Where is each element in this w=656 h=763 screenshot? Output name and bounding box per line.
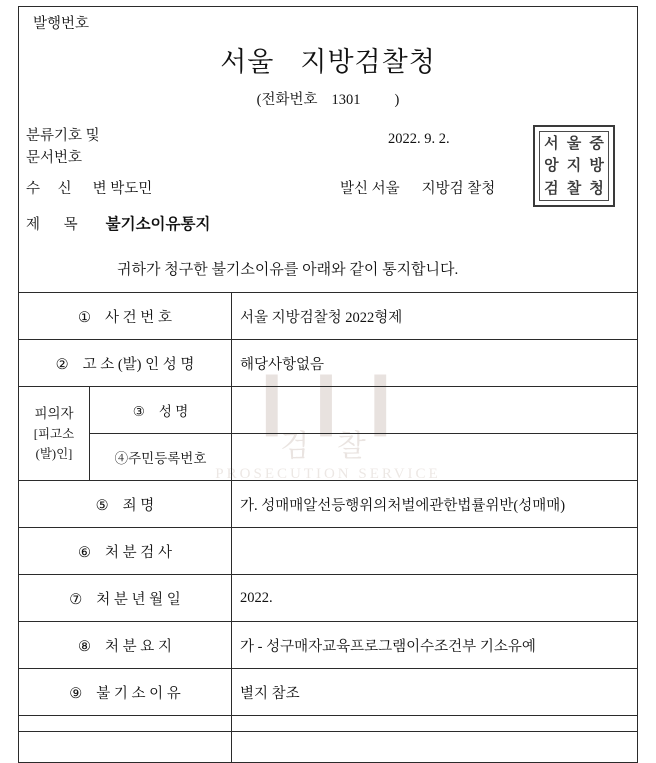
row-number: ⑧ [78,638,92,655]
sender-label: 발신 서울 [340,181,400,197]
suspect-label-alt: [피고소(발)인] [33,426,75,461]
table-row [19,434,638,481]
row-label-name [90,387,232,434]
classification-line-2: 문서번호 [26,150,83,166]
sender-value: 지방검 찰청 [421,181,496,197]
subject-label: 제 목 [26,217,88,233]
sender-row [340,177,495,198]
seal-character: 방 [589,156,604,175]
phone-label: (전화번호 [256,92,318,108]
row-value-disposition-summary: 가 - 성구매자교육프로그램이수조건부 기소유예 [232,622,638,669]
seal-character: 서 [544,133,559,152]
title-office-name: 지방검찰청 [300,47,436,77]
official-seal [533,125,615,207]
seal-character: 앙 [544,156,559,175]
watermark-emblem: ❙❙❙ [246,368,410,434]
row-value-complainant: 해당사항없음 [232,340,638,387]
row-value-prosecutor [232,528,638,575]
table-row [19,622,638,669]
table-row [19,481,638,528]
row-label-complainant [19,340,232,387]
row-label-text: 고 소 (발) 인 성 명 [82,356,195,373]
row-label-reason [19,669,232,716]
row-label-charge [19,481,232,528]
row-label-text: 처 분 요 지 [105,638,172,655]
table-row [19,293,638,340]
row-value-reason: 별지 참조 [232,669,638,716]
table-row [19,340,638,387]
notice-text: 귀하가 청구한 불기소이유를 아래와 같이 통지합니다. [117,262,459,278]
row-value-empty [232,716,638,763]
row-number: ⑦ [69,591,83,608]
row-value-disposition-date: 2022. [232,575,638,622]
row-value-name [232,387,638,434]
seal-character: 청 [589,179,604,198]
row-label-text: 불 기 소 이 유 [96,685,181,702]
row-number: ⑥ [78,544,92,561]
phone-line [0,88,656,109]
row-label-empty [19,716,232,763]
seal-character: 울 [566,133,582,152]
row-label-text: 사 건 번 호 [105,309,172,326]
subject-value: 불기소이유통지 [105,216,211,233]
table-row [19,387,638,434]
table-row [19,716,638,763]
row-label-prosecutor [19,528,232,575]
receiver-label: 수 신 [26,181,79,197]
watermark-english: PROSECUTION SERVICE [215,466,441,482]
row-number: ⑤ [95,497,109,514]
row-value-case-number: 서울 지방검찰청 2022형제 [232,293,638,340]
seal-character: 중 [589,133,604,152]
document-date: 2022. 9. 2. [388,131,450,147]
row-number: ⑨ [69,685,83,702]
row-number: ③ [132,404,145,419]
row-label-text: 주민등록번호 [128,451,207,466]
row-label-disposition-date [19,575,232,622]
issue-number-label: 발행번호 [33,16,90,32]
row-label-text: 처 분 년 월 일 [96,591,181,608]
row-value-resident-id [232,434,638,481]
subject-row [26,212,210,234]
row-label-resident-id [90,434,232,481]
disposition-table [18,292,638,763]
row-label-suspect [19,387,90,481]
receiver-value: 변 박도민 [92,181,153,197]
phone-number: 1301 [331,92,361,108]
row-label-text: 성 명 [158,404,189,419]
table-row [19,528,638,575]
page-title [0,40,656,79]
seal-character: 검 [544,179,559,198]
row-number: ④ [114,451,129,466]
table-row [19,575,638,622]
row-value-charge: 가. 성매매알선등행위의처벌에관한법률위반(성매매) [232,481,638,528]
table-row [19,669,638,716]
suspect-label: 피의자 [34,405,74,421]
row-label-text: 죄 명 [122,497,155,514]
seal-character: 지 [566,156,582,175]
classification-block [26,125,100,169]
seal-character: 찰 [566,179,582,198]
row-number: ① [78,309,92,326]
row-label-case-number [19,293,232,340]
classification-line-1: 분류기호 및 [26,128,100,144]
row-label-disposition-summary [19,622,232,669]
title-office-region: 서울 [220,47,275,77]
phone-close-paren: ) [394,92,400,108]
watermark-korean: 검 찰 [280,430,376,463]
row-number: ② [55,356,69,373]
row-label-text: 처 분 검 사 [105,544,172,561]
